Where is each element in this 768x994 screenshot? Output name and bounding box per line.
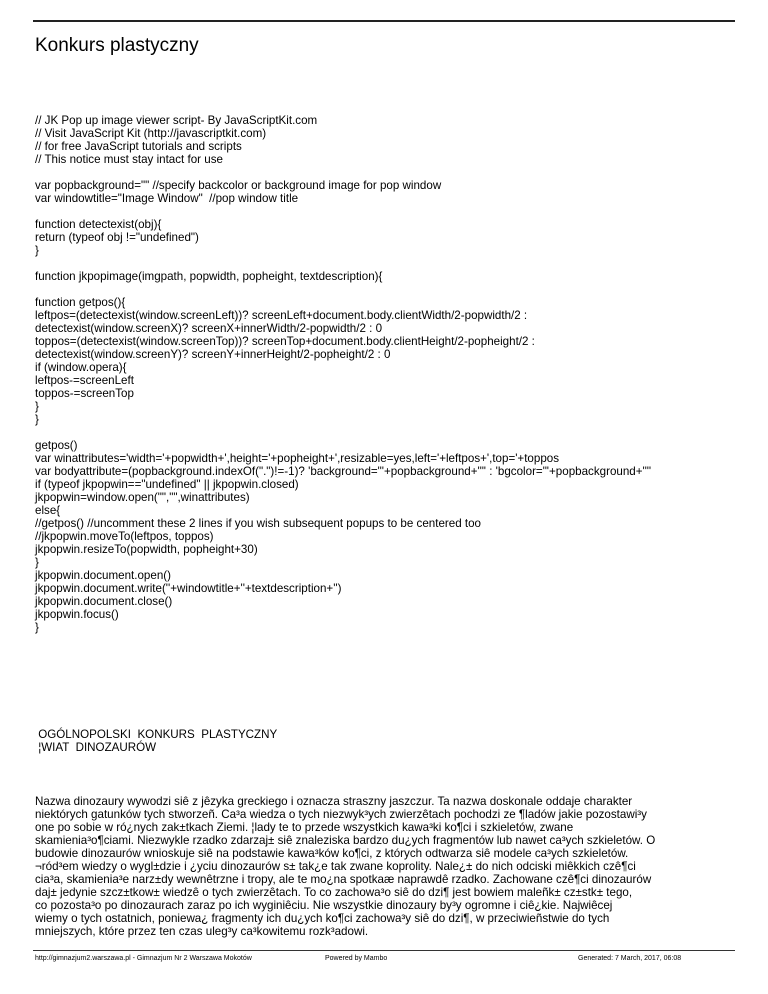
footer-powered-by: Powered by Mambo [325, 955, 388, 962]
code-line: jkpopwin=window.open("","",winattributes) [35, 491, 250, 504]
code-line: // JK Pop up image viewer script- By JavaScriptKit.com [35, 114, 318, 127]
code-line: var bodyattribute=(popbackground.indexOf(".")!=-1)? 'background="'+popbackground+'"' : 'bgcolor="'+popbackground+'"' [35, 465, 652, 478]
code-line: getpos() [35, 439, 78, 452]
code-line: leftpos=(detectexist(window.screenLeft))? screenLeft+document.body.clientWidth/2-popwidth/2 : [35, 309, 528, 322]
code-line: jkpopwin.document.write(''+windowtitle+''+textdescription+'') [35, 582, 342, 595]
code-line: // Visit JavaScript Kit (http://javascriptkit.com) [35, 127, 267, 140]
footer-site-url: http://gimnazjum2.warszawa.pl - Gimnazjum Nr 2 Warszawa Mokotów [35, 955, 252, 962]
footer-divider [33, 950, 735, 951]
code-line: function getpos(){ [35, 296, 126, 309]
paragraph-line: niektórych gatunków tych stworzeñ. Ca³a wiedza o tych niezwyk³ych zwierzêtach pochodzi ze ¶ladów jakie pozostawi³y [35, 808, 647, 821]
code-line: } [35, 400, 39, 413]
code-line: function detectexist(obj){ [35, 218, 162, 231]
code-line: toppos-=screenTop [35, 387, 134, 400]
code-line: // for free JavaScript tutorials and scripts [35, 140, 242, 153]
code-line: toppos=(detectexist(window.screenTop))? screenTop+document.body.clientHeight/2-popheight/2 : [35, 335, 535, 348]
paragraph-line: Nazwa dinozaury wywodzi siê z jêzyka greckiego i oznacza straszny jaszczur. Ta nazwa doskonale oddaje charakter [35, 795, 633, 808]
footer-generated-date: Generated: 7 March, 2017, 06:08 [578, 955, 682, 962]
code-line: // This notice must stay intact for use [35, 153, 223, 166]
paragraph-line: cia³a, skamienia³e narz±dy wewnêtrzne i tropy, ale te mo¿na spotkaæ naprawdê rzadko. Zachowane czê¶ci dinozaurów [35, 873, 652, 886]
code-line: } [35, 556, 39, 569]
contest-heading-line-1: OGÓLNOPOLSKI KONKURS PLASTYCZNY [35, 728, 278, 741]
code-line: } [35, 244, 39, 257]
code-line: //jkpopwin.moveTo(leftpos, toppos) [35, 530, 214, 543]
code-line [35, 257, 747, 270]
paragraph-line: budowie dinozaurów wnioskuje siê na podstawie kawa³ków ko¶ci, z których odtwarza siê modele ca³ych szkieletów. [35, 847, 629, 860]
code-line: detectexist(window.screenY)? screenY+innerHeight/2-popheight/2 : 0 [35, 348, 391, 361]
code-line [35, 426, 747, 439]
paragraph-line: wiemy o tych ostatnich, poniewa¿ fragmenty ich du¿ych ko¶ci zachowa³y siê do dzi¶, w przeciwieñstwie do tych [35, 912, 610, 925]
code-line: function jkpopimage(imgpath, popwidth, popheight, textdescription){ [35, 270, 383, 283]
code-line: jkpopwin.document.open() [35, 569, 171, 582]
code-line: leftpos-=screenLeft [35, 374, 134, 387]
code-line: //getpos() //uncomment these 2 lines if you wish subsequent popups to be centered too [35, 517, 481, 530]
paragraph-line: co pozosta³o po dinozaurach zaraz po ich wyginiêciu. Nie wszystkie dinozaury by³y ogromne i ciê¿kie. Najwiêcej [35, 899, 613, 912]
code-line [35, 166, 747, 179]
code-line: } [35, 621, 39, 634]
page-title: Konkurs plastyczny [35, 35, 199, 56]
code-line: var windowtitle="Image Window" //pop window title [35, 192, 299, 205]
contest-heading-line-2: ¦WIAT DINOZAURÓW [35, 741, 157, 754]
code-line: else{ [35, 504, 61, 517]
paragraph-line: mniejszych, które przez ten czas uleg³y ca³kowitemu rozk³adowi. [35, 925, 369, 938]
code-line: jkpopwin.resizeTo(popwidth, popheight+30) [35, 543, 258, 556]
paragraph-line: skamienia³o¶ciami. Niezwykle rzadko zdarzaj± siê znaleziska bardzo du¿ych fragmentów lub nawet ca³ych szkieletów. O [35, 834, 656, 847]
paragraph-line: ¬ród³em wiedzy o wygl±dzie i ¿yciu dinozaurów s± tak¿e tak zwane koprolity. Nale¿± do nich odciski miêkkich czê¶ci [35, 860, 636, 873]
code-line: var winattributes='width='+popwidth+',height='+popheight+',resizable=yes,left='+leftpos+',top='+toppos [35, 452, 560, 465]
code-line: if (window.opera){ [35, 361, 127, 374]
code-line: } [35, 413, 39, 426]
paragraph-line: one po sobie w ró¿nych zak±tkach Ziemi. ¦lady te to przede wszystkich kawa³ki ko¶ci i szkieletów, zwane [35, 821, 574, 834]
code-line: jkpopwin.focus() [35, 608, 119, 621]
top-divider [33, 20, 735, 22]
code-line: var popbackground="" //specify backcolor or background image for pop window [35, 179, 442, 192]
article-paragraph [35, 795, 747, 938]
code-line: detectexist(window.screenX)? screenX+innerWidth/2-popwidth/2 : 0 [35, 322, 383, 335]
code-line: jkpopwin.document.close() [35, 595, 173, 608]
paragraph-line: daj± jedynie szcz±tkow± wiedzê o tych zwierzêtach. To co zachowa³o siê do dzi¶ jest bowiem maleñk± cz±stk± tego, [35, 886, 633, 899]
contest-heading [35, 728, 277, 754]
script-code-block [35, 114, 747, 634]
code-line: if (typeof jkpopwin=="undefined" || jkpopwin.closed) [35, 478, 299, 491]
code-line [35, 205, 747, 218]
code-line: return (typeof obj !="undefined") [35, 231, 199, 244]
code-line [35, 283, 747, 296]
